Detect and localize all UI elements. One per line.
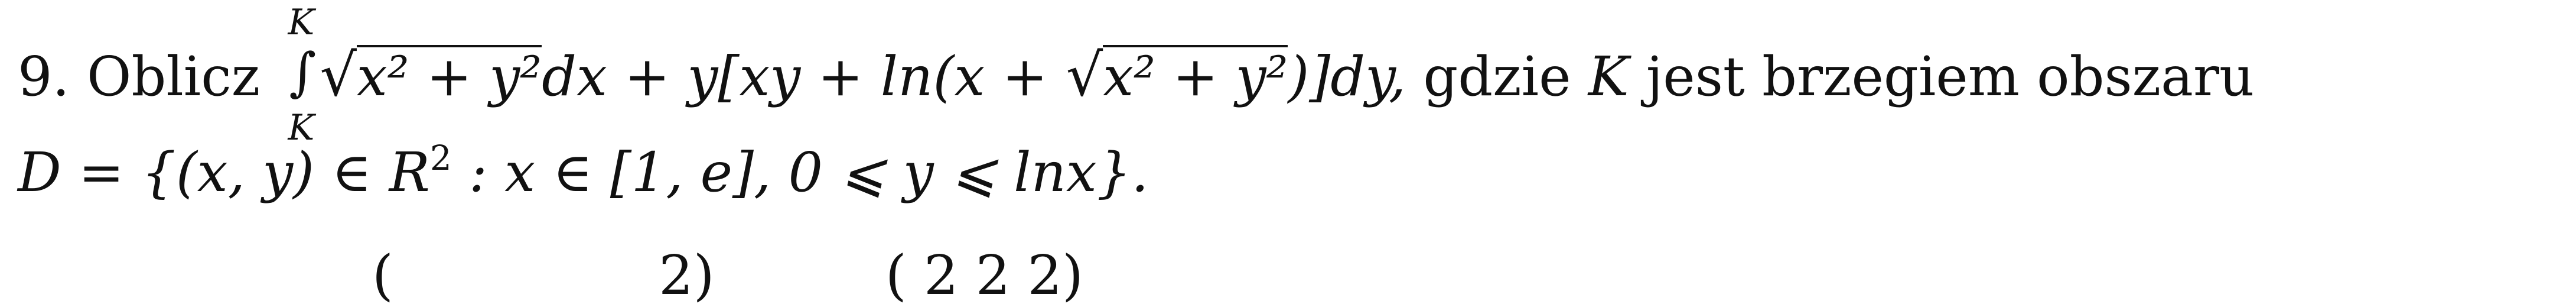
integral-symbol: ∫ — [289, 41, 317, 102]
problem-line-2 — [18, 138, 1149, 204]
sqrt-expression-1 — [318, 42, 542, 109]
problem-line-1 — [18, 2, 2255, 148]
text-boundary-description: jest brzegiem obszaru — [1646, 45, 2255, 108]
integral-upper-limit: K — [288, 2, 315, 43]
sqrt-symbol-1: √ — [320, 42, 357, 109]
integrand-middle: dx + y[xy + ln(x + — [542, 45, 1065, 108]
cut-left: ( — [372, 244, 393, 307]
set-name: D — [18, 141, 61, 204]
space-symbol: R — [389, 141, 430, 204]
set-open: = {(x, y) ∈ — [79, 141, 389, 204]
problem-verb: Oblicz — [87, 45, 260, 108]
cut-off-next-line — [372, 244, 1083, 307]
text-where: gdzie — [1423, 45, 1571, 108]
radicand-2: x² + y² — [1103, 45, 1288, 108]
problem-number: 9. — [18, 45, 70, 108]
set-condition: : x ∈ [1, e], 0 ⩽ y ⩽ lnx}. — [469, 141, 1149, 204]
integral-lower-limit: K — [288, 107, 315, 148]
cut-middle: 2) — [659, 244, 715, 307]
integrand-end: )]dy, — [1288, 45, 1406, 108]
space-exponent: 2 — [429, 138, 452, 178]
boundary-variable: K — [1588, 45, 1629, 108]
line-integral — [277, 2, 318, 148]
sqrt-expression-2 — [1065, 42, 1288, 109]
cut-right: ( 2 2 2) — [885, 244, 1083, 307]
sqrt-symbol-2: √ — [1066, 42, 1103, 109]
radicand-1: x² + y² — [356, 45, 542, 108]
